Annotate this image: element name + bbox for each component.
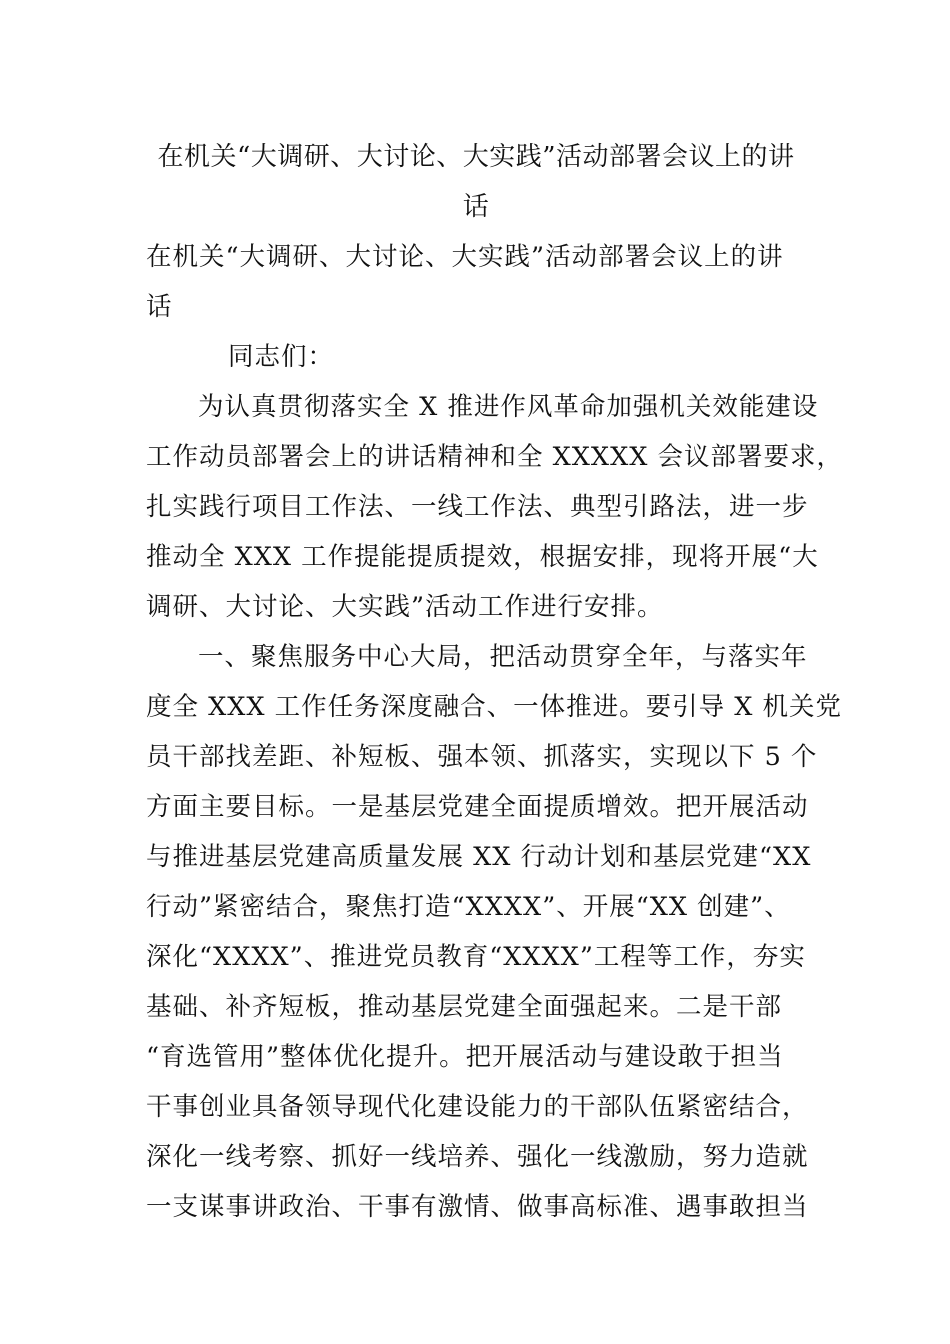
paragraph-section-one [146, 632, 843, 1232]
paragraph-line: “育选管用”整体优化提升。把开展活动与建设敢于担当 [146, 1042, 784, 1072]
paragraph-line: 一支谋事讲政治、干事有激情、做事高标准、遇事敢担当 [146, 1192, 809, 1222]
repeated-title [146, 232, 822, 332]
repeated-title-line: 在机关“大调研、大讨论、大实践”活动部署会议上的讲 [146, 242, 784, 272]
paragraph-line: 深化“XXXX”、推进党员教育“XXXX”工程等工作，夯实 [146, 942, 806, 972]
paragraph-line: 基础、补齐短板，推动基层党建全面强起来。二是干部 [146, 992, 783, 1022]
paragraph-line: 度全 XXX 工作任务深度融合、一体推进。要引导 X 机关党 [146, 692, 843, 722]
paragraph-line: 方面主要目标。一是基层党建全面提质增效。把开展活动 [146, 792, 809, 822]
title-line: 在机关“大调研、大讨论、大实践”活动部署会议上的讲 [157, 142, 795, 172]
paragraph-intro [146, 382, 843, 632]
paragraph-line: 与推进基层党建高质量发展 XX 行动计划和基层党建“XX [146, 842, 812, 872]
paragraph-line: 行动”紧密结合，聚焦打造“XXXX”、开展“XX 创建”、 [146, 892, 791, 922]
paragraph-line: 为认真贯彻落实全 X 推进作风革命加强机关效能建设 [198, 392, 819, 422]
salutation: 同志们： [228, 342, 335, 372]
repeated-title-line: 话 [146, 292, 173, 322]
paragraph-line: 干事创业具备领导现代化建设能力的干部队伍紧密结合， [146, 1092, 809, 1122]
paragraph-line: 调研、大讨论、大实践”活动工作进行安排。 [146, 592, 664, 622]
paragraph-line: 深化一线考察、抓好一线培养、强化一线激励，努力造就 [146, 1142, 809, 1172]
paragraph-line: 一、聚焦服务中心大局，把活动贯穿全年，与落实年 [198, 642, 808, 672]
paragraph-line: 员干部找差距、补短板、强本领、抓落实，实现以下 5 个 [146, 742, 818, 772]
title-line: 话 [462, 192, 490, 222]
paragraph-line: 推动全 XXX 工作提能提质提效，根据安排，现将开展“大 [146, 542, 819, 572]
document-body [146, 232, 843, 1232]
document-title [146, 132, 806, 232]
paragraph-line: 扎实践行项目工作法、一线工作法、典型引路法，进一步 [146, 492, 809, 522]
paragraph-line: 工作动员部署会上的讲话精神和全 XXXXX 会议部署要求， [146, 442, 843, 472]
